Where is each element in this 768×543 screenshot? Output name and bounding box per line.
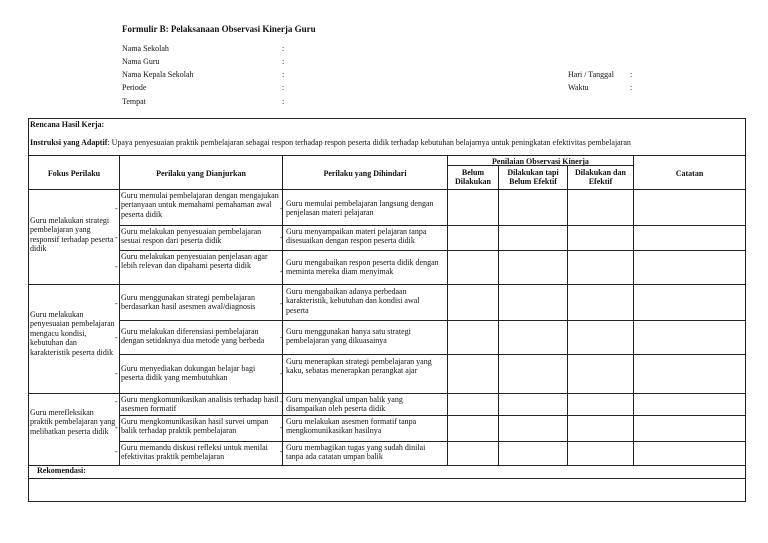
header-tapi: Dilakukan tapi Belum Efektif [507,168,559,187]
meta-row-principal [122,70,284,82]
meta-label: Hari / Tanggal [568,70,614,79]
meta-row-teacher [122,57,284,69]
dihindari-cell: Guru memulai pembelajaran langsung dengan penjelasan materi pelajaran [286,199,434,218]
dianjurkan-cell: Guru menyediakan dukungan belajar bagi peserta didik yang membutuhkan [121,364,256,383]
dihindari-cell: Guru membagikan tugas yang sudah dinilai tanpa ada catatan umpan balik [286,443,426,462]
meta-sep: : [282,70,285,79]
dianjurkan-cell: Guru memandu diskusi refleksi untuk menilai efektivitas praktik pembelajaran [121,443,268,462]
meta-sep: : [282,44,285,53]
meta-sep: : [282,83,285,92]
meta-sep: : [630,70,633,79]
dihindari-cell: Guru menggunakan hanya satu strategi pembelajaran yang dikuasainya [286,327,411,346]
meta-row-period [122,83,284,95]
meta-label: Waktu [568,83,589,92]
meta-row-time [568,83,632,93]
dihindari-cell: Guru mengabaikan adanya perbedaan karakteristik, kebutuhan dan kondisi awal peserta [286,287,420,315]
header-catatan: Catatan [675,169,704,178]
header-dianjurkan: Perilaku yang Dianjurkan [156,169,246,178]
fokus-cell: Guru merefleksikan praktik pembelajaran yang melibatkan peserta didik [30,408,116,436]
dihindari-cell: Guru menyampaikan materi pelajaran tanpa disesuaikan dengan respon peserta didik [286,227,427,246]
observation-table: Rencana Hasil Kerja: Instruksi yang Adaptif: Upaya penyesuaian praktik pembelajaran sebagai respon terhadap respon peserta didik terhadap kebutuhan belajarnya untuk peningkatan efektivitas pembelajaran Fokus Perilaku Perilaku yang Dianjurkan Perilaku yang Dihindari Penilaian Observasi Kinerja Belum Dilakukan Dilakukan tapi Belum Efektif Dilakukan dan Efektif Catatan Guru melakukan strategi pembelajaran yang responsif terhadap peserta didik Guru melakukan penyesuaian pembelajaran mengacu kondisi, kebutuhan dan karakteristik peserta didik Guru merefleksikan praktik pembelajaran yang melibatkan peserta didik - Guru memulai pembelajaran dengan mengajukan pertanyaan untuk memahami pemahaman awal peserta didik - Guru memulai pembelajaran langsung dengan penjelasan materi pelajaran - Guru melakukan penyesuaian pembelajaran sesuai respon dari peserta didik - Guru menyampaikan materi pelajaran tanpa disesuaikan dengan respon peserta didik - Guru melakukan penyesuaian penjelasan agar lebih relevan dan dipahami peserta didik - Guru mengabaikan respon peserta didik dengan meminta mereka diam menyimak - Guru menggunakan strategi pembelajaran berdasarkan hasil asesmen awal/diagnosis - Guru mengabaikan adanya perbedaan karakteristik, kebutuhan dan kondisi awal peserta - Guru melakukan diferensiasi pembelajaran dengan setidaknya dua metode yang berbeda - Guru menggunakan hanya satu strategi pembelajaran yang dikuasainya - Guru menyediakan dukungan belajar bagi peserta didik yang membutuhkan - Guru menerapkan strategi pembelajaran yang kaku, sebatas menerapkan perangkat ajar - Guru mengkomunikasikan analisis terhadap hasil asesmen formatif - Guru menyangkal umpan balik yang disampaikan oleh peserta didik - Guru mengkomunikasikan hasil survei umpan balik terhadap praktik pembelajaran - Guru melakukan asesmen formatif tanpa mengkomunikasikan hasilnya - Guru memandu diskusi refleksi untuk menilai efektivitas praktik pembelajaran - Guru membagikan tugas yang sudah dinilai tanpa ada catatan umpan balik Rekomendasi: [28,118,746,502]
meta-row-school [122,44,284,56]
dianjurkan-cell: Guru melakukan penyesuaian pembelajaran sesuai respon dari peserta didik [121,227,262,246]
dihindari-cell: Guru melakukan asesmen formatif tanpa mengkomunikasikan hasilnya [286,417,417,436]
dianjurkan-cell: Guru melakukan diferensiasi pembelajaran dengan setidaknya dua metode yang berbeda [121,327,265,346]
meta-row-date [568,70,632,80]
dianjurkan-cell: Guru menggunakan strategi pembelajaran berdasarkan hasil asesmen awal/diagnosis [121,293,256,312]
instruksi-label: Instruksi yang Adaptif [30,138,108,147]
dihindari-cell: Guru menyangkal umpan balik yang disampaikan oleh peserta didik [286,395,403,414]
header-fokus: Fokus Perilaku [47,169,101,178]
dianjurkan-cell: Guru melakukan penyesuaian penjelasan agar lebih relevan dan dipahami peserta didik [121,252,268,271]
header-penilaian: Penilaian Observasi Kinerja [492,157,589,166]
dianjurkan-cell: Guru mengkomunikasikan analisis terhadap hasil asesmen formatif [121,395,279,414]
dianjurkan-cell: Guru mengkomunikasikan hasil survei umpan balik terhadap praktik pembelajaran [121,417,269,436]
meta-sep: : [282,97,285,106]
header-belum: Belum Dilakukan [454,168,492,187]
meta-label: Nama Guru [122,57,160,66]
header-dihindari: Perilaku yang Dihindari [323,169,407,178]
meta-label: Tempat [122,97,146,106]
header-efektif: Dilakukan dan Efektif [575,168,626,187]
dihindari-cell: Guru menerapkan strategi pembelajaran yang kaku, sebatas menerapkan perangkat ajar [286,357,432,376]
meta-label: Nama Kepala Sekolah [122,70,194,79]
fokus-cell: Guru melakukan penyesuaian pembelajaran mengacu kondisi, kebutuhan dan karakteristik peserta didik [30,310,115,357]
dianjurkan-cell: Guru memulai pembelajaran dengan mengajukan pertanyaan untuk memahami pemahaman awal peserta didik [121,191,279,219]
meta-sep: : [630,83,633,92]
meta-sep: : [282,57,285,66]
meta-row-place [122,97,284,109]
dihindari-cell: Guru mengabaikan respon peserta didik dengan meminta mereka diam menyimak [286,258,439,277]
rencana-label: Rencana Hasil Kerja: [30,120,105,129]
meta-label: Periode [122,83,147,92]
instruksi-text: : Upaya penyesuaian praktik pembelajaran sebagai respon terhadap respon peserta didik terhadap kebutuhan belajarnya untuk peningkatan efektivitas pembelajaran [107,138,631,147]
meta-label: Nama Sekolah [122,44,169,53]
rekomendasi-label: Rekomendasi: [37,466,86,475]
form-title: Formulir B: Pelaksanaan Observasi Kinerja Guru [122,24,316,34]
instruksi-line [30,138,631,147]
fokus-cell: Guru melakukan strategi pembelajaran yang responsif terhadap peserta didik [30,216,114,254]
